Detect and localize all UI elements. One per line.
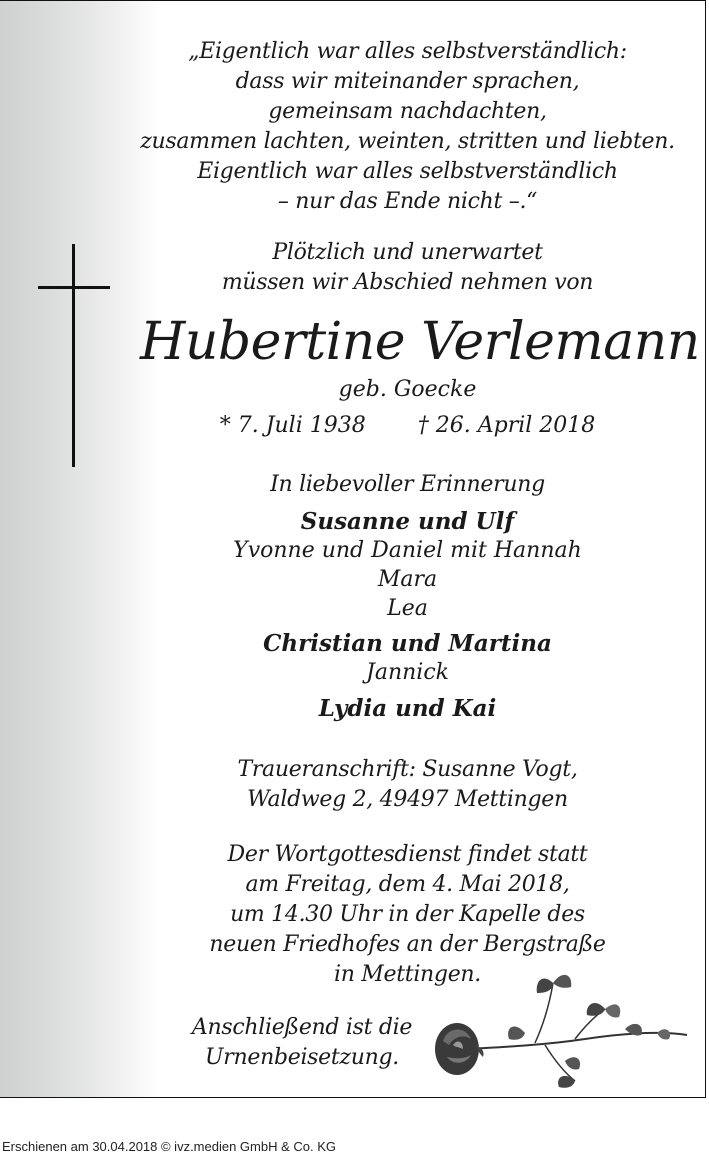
rose-icon — [425, 961, 695, 1091]
death-date: † 26. April 2018 — [417, 413, 596, 438]
address-line: Traueranschrift: Susanne Vogt, — [237, 757, 578, 782]
poem-line: dass wir miteinander sprachen, — [235, 69, 580, 94]
family-head: Christian und Martina — [263, 630, 552, 657]
family-member: Jannick — [366, 660, 449, 685]
poem-line: zusammen lachten, weinten, stritten und liebten. — [140, 129, 675, 154]
service-line: um 14.30 Uhr in der Kapelle des — [230, 902, 585, 927]
family-group — [140, 507, 675, 623]
birth-date: * 7. Juli 1938 — [219, 413, 366, 438]
service-line: neuen Friedhofes an der Bergstraße — [209, 932, 606, 957]
service-line: Der Wortgottesdienst findet statt — [227, 842, 588, 867]
family-group — [140, 629, 675, 687]
service-line: am Freitag, dem 4. Mai 2018, — [245, 872, 570, 897]
burial-line: Anschließend ist die — [191, 1015, 413, 1040]
address-line: Waldweg 2, 49497 Mettingen — [247, 787, 568, 812]
memorial-line: In liebevoller Erinnerung — [270, 472, 545, 497]
poem-line: – nur das Ende nicht –.“ — [277, 189, 538, 214]
poem-line: gemeinsam nachdachten, — [268, 99, 547, 124]
life-dates — [140, 411, 675, 441]
birth-name: geb. Goecke — [338, 377, 477, 402]
service-line: in Mettingen. — [334, 962, 481, 987]
intro-text — [140, 238, 675, 298]
family-member: Yvonne und Daniel mit Hannah — [233, 538, 582, 563]
poem-line: Eigentlich war alles selbstverständlich — [197, 159, 618, 184]
family-member: Mara — [377, 567, 438, 592]
poem — [140, 37, 675, 217]
family-member: Lea — [387, 596, 428, 621]
burial-line: Urnenbeisetzung. — [205, 1045, 399, 1070]
family-head: Lydia und Kai — [318, 695, 497, 722]
deceased-name: Hubertine Verlemann — [140, 312, 700, 372]
family-head: Susanne und Ulf — [300, 508, 515, 535]
publication-footer: Erschienen am 30.04.2018 © ivz.medien GmbH & Co. KG — [2, 1139, 337, 1154]
intro-line: Plötzlich und unerwartet — [272, 240, 543, 265]
left-gradient-band — [0, 1, 160, 1097]
intro-line: müssen wir Abschied nehmen von — [221, 270, 594, 295]
family-group — [140, 694, 675, 723]
mourning-address — [140, 755, 675, 815]
poem-line: „Eigentlich war alles selbstverständlich: — [188, 39, 627, 64]
burial-note — [172, 1013, 432, 1073]
